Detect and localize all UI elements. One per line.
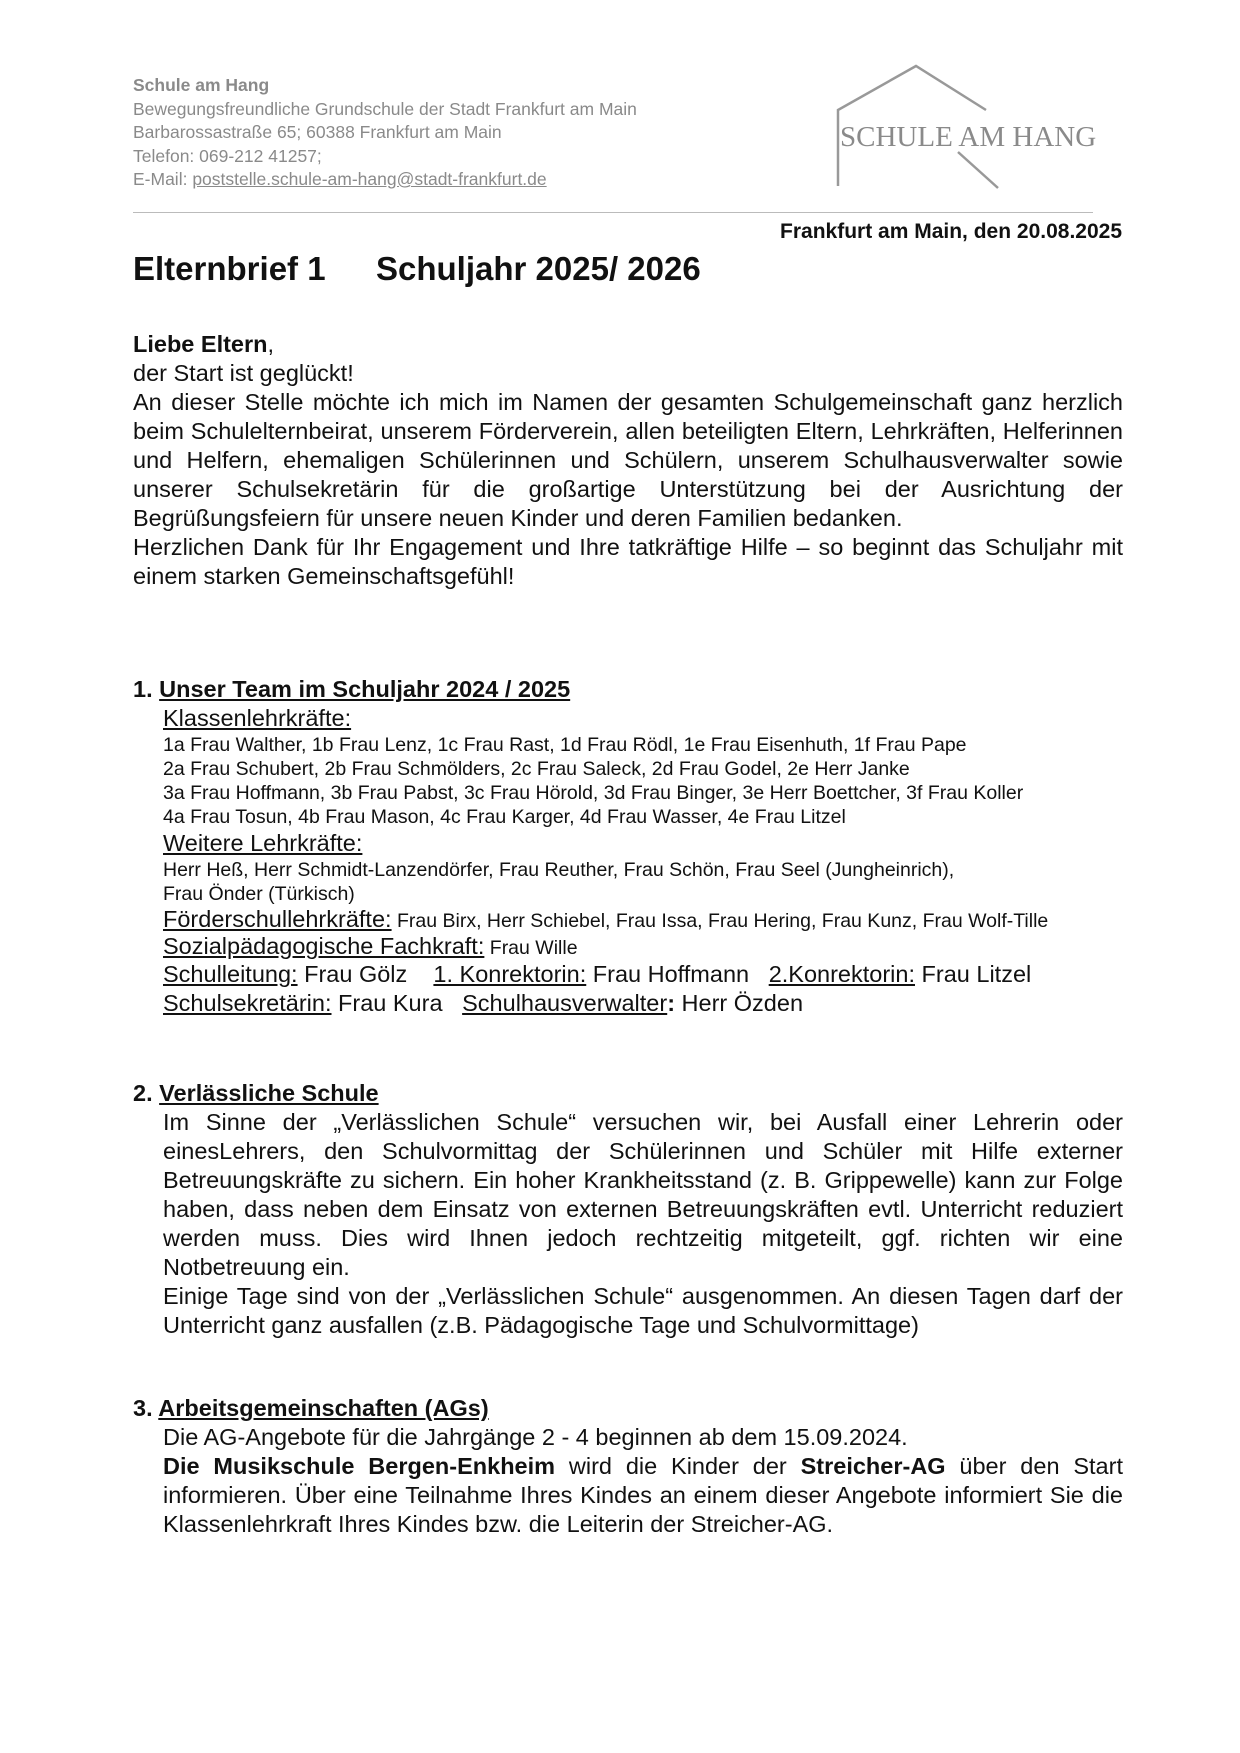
greeting: Liebe Eltern, (133, 331, 275, 357)
letterhead (133, 74, 637, 192)
special-teachers: Förderschullehrkräfte: Frau Birx, Herr Schiebel, Frau Issa, Frau Hering, Frau Kunz, Frau Wolf-Tille (163, 906, 1049, 932)
list-item: 4a Frau Tosun, 4b Frau Mason, 4c Frau Karger, 4d Frau Wasser, 4e Frau Litzel (163, 806, 846, 828)
school-subtitle: Bewegungsfreundliche Grundschule der Stadt Frankfurt am Main (133, 98, 637, 119)
school-leadership: Schulleitung: Frau Gölz 1. Konrektorin: Frau Hoffmann 2.Konrektorin: Frau Litzel (163, 961, 1032, 987)
logo-text: SCHULE AM HANG (840, 121, 1096, 153)
section-paragraph: Die Musikschule Bergen-Enkheim wird die Kinder der Streicher-AG über den Start informieren. Über eine Teilnahme Ihres Kindes an einem dieser Angebote informiert Sie die Klassenlehrkraft Ihres Kindes bzw. die Leiterin der Streicher-AG. (163, 1453, 1123, 1537)
intro-paragraph-2: Herzlichen Dank für Ihr Engagement und Ihre tatkräftige Hilfe – so beginnt das Schuljahr mit einem starken Gemeinschaftsgefühl! (133, 534, 1123, 589)
list-item: 3a Frau Hoffmann, 3b Frau Pabst, 3c Frau Hörold, 3d Frau Binger, 3e Herr Boettcher, 3f Frau Koller (163, 782, 1024, 804)
list-item: Frau Önder (Türkisch) (163, 883, 355, 905)
school-address: Barbarossastraße 65; 60388 Frankfurt am Main (133, 122, 502, 142)
class-teachers-list (163, 733, 1123, 829)
other-teachers-list (163, 858, 1123, 906)
section-heading: 2. Verlässliche Schule (133, 1080, 379, 1106)
intro-line: der Start ist geglückt! (133, 360, 354, 386)
other-teachers-label: Weitere Lehrkräfte: (163, 830, 363, 856)
title-school-year: Schuljahr 2025/ 2026 (376, 250, 701, 287)
section-paragraph: Einige Tage sind von der „Verlässlichen Schule“ ausgenommen. An diesen Tagen darf der Unterricht ganz ausfallen (z.B. Pädagogische Tage und Schulvormittage) (163, 1283, 1123, 1338)
school-phone: Telefon: 069-212 41257; (133, 145, 322, 166)
list-item: Herr Heß, Herr Schmidt-Lanzendörfer, Frau Reuther, Frau Schön, Frau Seel (Jungheinrich), (163, 859, 955, 881)
email-label: E-Mail: (133, 169, 193, 189)
section-workgroups (133, 1394, 1123, 1539)
school-logo (836, 64, 1096, 190)
section-team (133, 675, 1123, 1018)
intro-paragraph-1: An dieser Stelle möchte ich mich im Namen der gesamten Schulgemeinschaft ganz herzlich beim Schulelternbeirat, unserem Förderverein, allen beteiligten Eltern, Lehrkräften, Helferinnen und Helfern, ehemaligen Schülerinnen und Schülern, unserem Schulhausverwalter sowie unserer Schulsekretärin für die großartige Unterstützung bei der Ausrichtung der Begrüßungsfeiern für unsere neuen Kinder und deren Familien bedanken. (133, 389, 1123, 531)
intro (133, 330, 1123, 591)
section-paragraph: Im Sinne der „Verlässlichen Schule“ versuchen wir, bei Ausfall einer Lehrerin oder einesLehrers, den Schulvormittag der Schülerinnen und Schüler mit Hilfe externer Betreuungskräfte zu sichern. Ein hoher Krankheitsstand (z. B. Grippewelle) kann zur Folge haben, dass neben dem Einsatz von externen Betreuungskräften evtl. Unterricht reduziert werden muss. Dies wird Ihnen jedoch rechtzeitig mitgeteilt, ggf. richten wir eine Notbetreuung ein. (163, 1109, 1123, 1280)
list-item: 1a Frau Walther, 1b Frau Lenz, 1c Frau Rast, 1d Frau Rödl, 1e Frau Eisenhuth, 1f Frau Pape (163, 734, 967, 756)
email-link[interactable]: poststelle.schule-am-hang@stadt-frankfurt.de (192, 169, 547, 189)
page-title (133, 250, 701, 288)
header-divider (133, 212, 1093, 213)
list-item: 2a Frau Schubert, 2b Frau Schmölders, 2c Frau Saleck, 2d Frau Godel, 2e Herr Janke (163, 758, 910, 780)
school-name: Schule am Hang (133, 75, 270, 95)
school-staff: Schulsekretärin: Frau Kura Schulhausverwalter: Herr Özden (163, 990, 804, 1016)
date-line: Frankfurt am Main, den 20.08.2025 (780, 220, 1122, 243)
social-worker: Sozialpädagogische Fachkraft: Frau Wille (163, 933, 578, 959)
class-teachers-label: Klassenlehrkräfte: (163, 705, 352, 731)
section-reliable-school (133, 1079, 1123, 1340)
section-paragraph: Die AG-Angebote für die Jahrgänge 2 - 4 beginnen ab dem 15.09.2024. (163, 1424, 908, 1450)
title-letter-number: Elternbrief 1 (133, 250, 326, 287)
section-heading: 1. Unser Team im Schuljahr 2024 / 2025 (133, 676, 571, 702)
school-email-line (133, 168, 637, 192)
section-heading: 3. Arbeitsgemeinschaften (AGs) (133, 1395, 489, 1421)
